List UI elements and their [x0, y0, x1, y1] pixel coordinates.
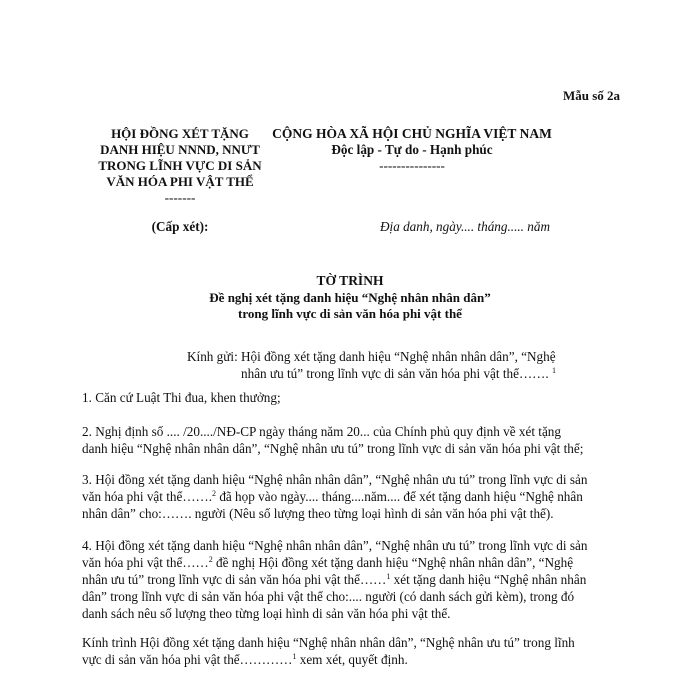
paragraph-5-line-1: Kính trình Hội đồng xét tặng danh hiệu “Nghệ nhân nhân dân”, “Nghệ nhân ưu tú” trong lĩnh [82, 635, 575, 650]
org-divider: ------- [164, 190, 196, 205]
paragraph-4-line-3 [82, 571, 610, 588]
paragraph-5-line-2b: xem xét, quyết định. [296, 652, 408, 667]
paragraph-3-line-2 [82, 488, 610, 505]
paragraph-4-line-1: 4. Hội đồng xét tặng danh hiệu “Nghệ nhân nhân dân”, “Nghệ nhân ưu tú” trong lĩnh vực di sản [82, 538, 588, 553]
review-level-label: (Cấp xét): [151, 219, 209, 234]
nation-name: CỘNG HÒA XÃ HỘI CHỦ NGHĨA VIỆT NAM [272, 126, 552, 141]
footnote-ref: 1 [292, 652, 297, 661]
issuing-organization-block [80, 126, 280, 206]
org-name-line-4: VĂN HÓA PHI VẬT THỂ [106, 174, 254, 189]
footnote-ref: 2 [212, 489, 217, 498]
paragraph-4-line-2 [82, 554, 610, 571]
recipient-label: Kính gửi: [187, 349, 238, 364]
paragraph-1 [82, 389, 610, 406]
paragraph-3-line-2b: đã họp vào ngày.... tháng....năm.... để xét tặng danh hiệu “Nghệ nhân [216, 489, 583, 504]
place-date-line: Địa danh, ngày.... tháng..... năm [380, 219, 550, 234]
paragraph-4-line-3a: nhân ưu tú” trong lĩnh vực di sản văn hóa phi vật thể…… [82, 572, 387, 587]
paragraph-4 [82, 537, 610, 622]
paragraph-2 [82, 423, 610, 457]
national-motto: Độc lập - Tự do - Hạnh phúc [331, 142, 493, 157]
motto-divider: --------------- [379, 158, 445, 173]
paragraph-3-line-3: nhân dân” cho:……. người (Nêu số lượng theo từng loại hình di sản văn hóa phi vật thể). [82, 506, 554, 521]
document-title-block [100, 272, 600, 322]
org-name-line-1: HỘI ĐỒNG XÉT TẶNG [111, 126, 249, 141]
paragraph-3 [82, 471, 610, 522]
paragraph-2-line-1: 2. Nghị định số .... /20..../NĐ-CP ngày tháng năm 20... của Chính phủ quy định về xét tặng [82, 424, 561, 439]
paragraph-5-line-2 [82, 651, 610, 668]
paragraph-4-line-2a: văn hóa phi vật thể…… [82, 555, 209, 570]
footnote-ref: 2 [208, 555, 213, 564]
paragraph-4-line-5: danh sách nêu số lượng theo từng loại hình di sản văn hóa phi vật thể. [82, 606, 451, 621]
national-header-block [262, 126, 562, 174]
footnote-ref: 1 [386, 572, 391, 581]
recipient-line-1: Hội đồng xét tặng danh hiệu “Nghệ nhân nhân dân”, “Nghệ [241, 349, 556, 364]
paragraph-1-line-1: 1. Căn cứ Luật Thi đua, khen thưởng; [82, 390, 281, 405]
paragraph-4-line-2b: đề nghị Hội đồng xét tặng danh hiệu “Nghệ nhân nhân dân”, “Nghệ [212, 555, 574, 570]
paragraph-3-line-2a: văn hóa phi vật thể……. [82, 489, 213, 504]
paragraph-2-line-2: danh hiệu “Nghệ nhân nhân dân”, “Nghệ nhân ưu tú” trong lĩnh vực di sản văn hóa phi vật thể; [82, 441, 584, 456]
paragraph-5-line-2a: vực di sản văn hóa phi vật thể………… [82, 652, 293, 667]
org-name-line-2: DANH HIỆU NNND, NNƯT [100, 142, 260, 157]
paragraph-3-line-1: 3. Hội đồng xét tặng danh hiệu “Nghệ nhân nhân dân”, “Nghệ nhân ưu tú” trong lĩnh vực di sản [82, 472, 588, 487]
recipient-line-2-text: nhân ưu tú” trong lĩnh vực di sản văn hóa phi vật thể……. [241, 366, 549, 381]
paragraph-4-line-3b: xét tặng danh hiệu “Nghệ nhân nhân [390, 572, 587, 587]
paragraph-4-line-4: dân” trong lĩnh vực di sản văn hóa phi vật thể cho:.... người (có danh sách gửi kèm), trong đó [82, 589, 575, 604]
recipient-line-2 [241, 365, 581, 382]
document-subject-line-2: trong lĩnh vực di sản văn hóa phi vật thể [238, 306, 462, 321]
footnote-ref: 1 [551, 366, 556, 375]
document-title: TỜ TRÌNH [316, 273, 384, 288]
document-subject-line-1: Đề nghị xét tặng danh hiệu “Nghệ nhân nhân dân” [209, 290, 491, 305]
recipient-text [241, 348, 581, 382]
org-name-line-3: TRONG LĨNH VỰC DI SẢN [98, 158, 262, 173]
paragraph-5 [82, 634, 610, 668]
form-code: Mẫu số 2a [562, 88, 620, 103]
